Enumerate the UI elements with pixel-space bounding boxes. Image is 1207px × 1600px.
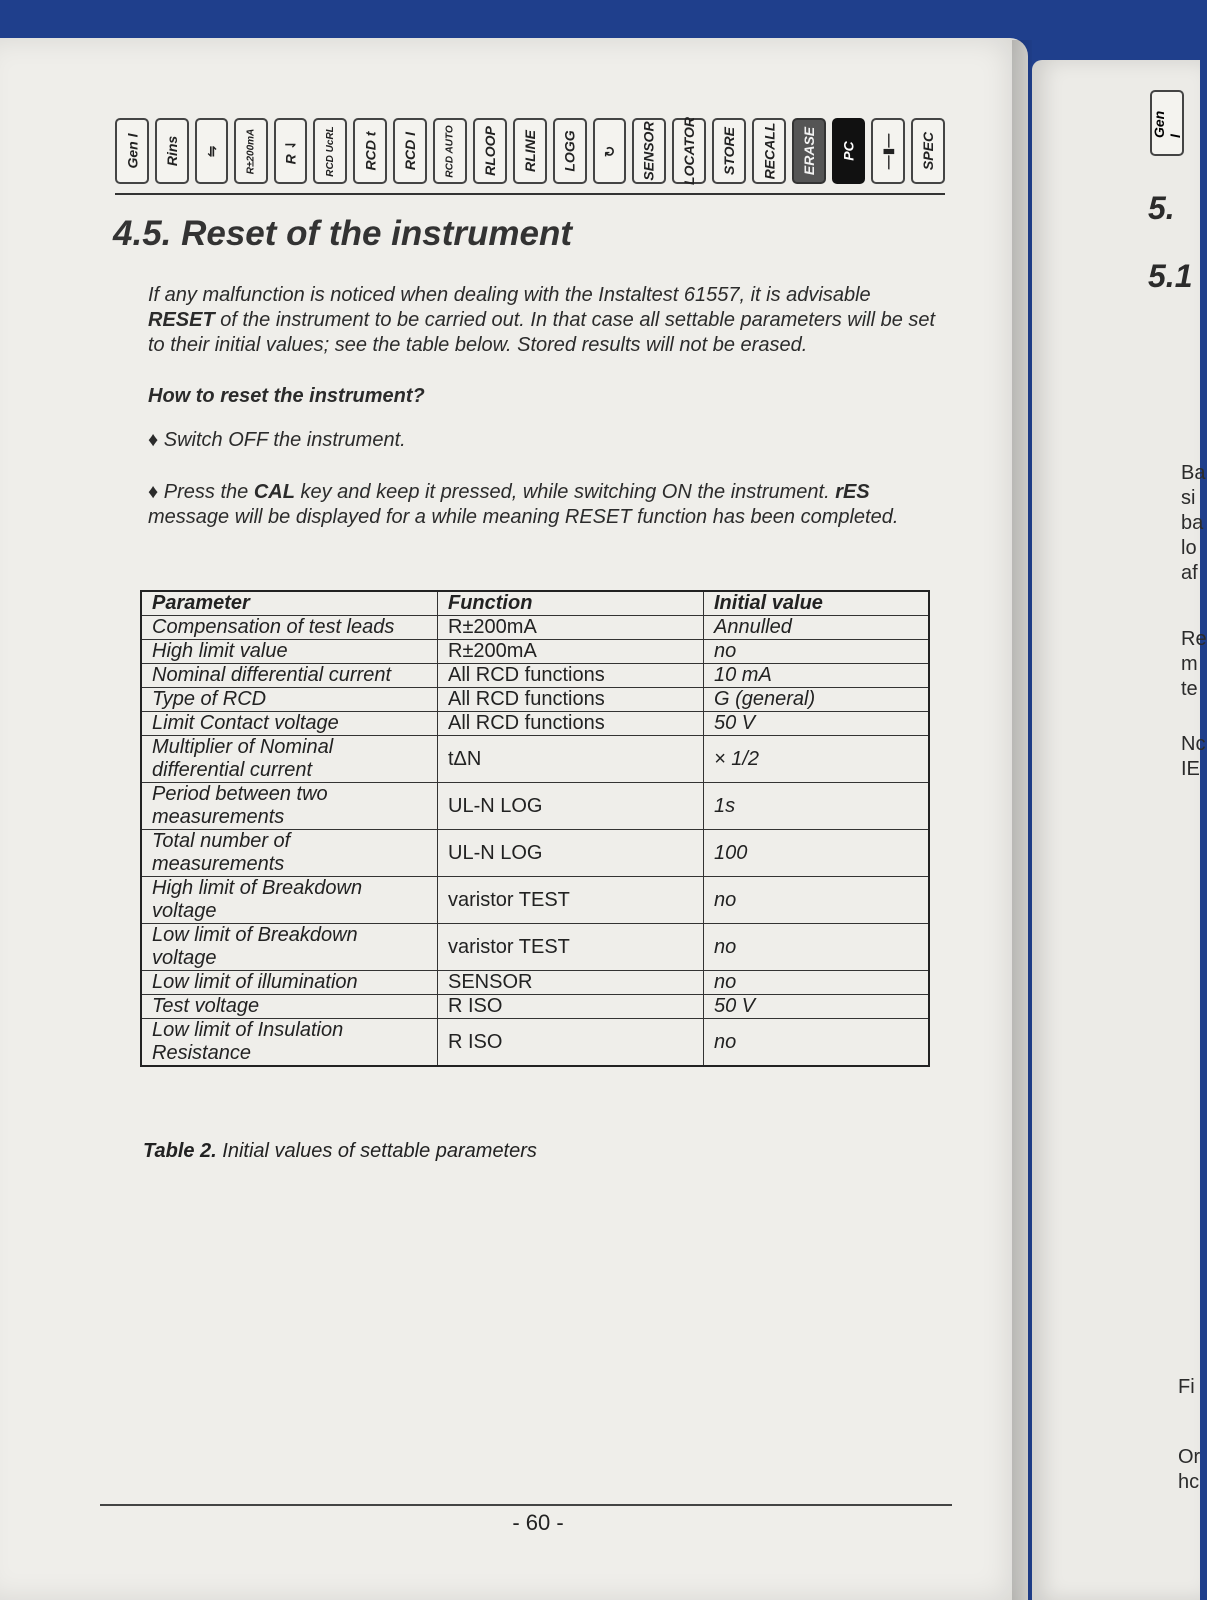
initial-value-cell: G (general): [704, 688, 930, 712]
section-tab-label: SPEC: [920, 131, 936, 171]
parameter-cell: Compensation of test leads: [141, 616, 438, 640]
initial-value-cell: × 1/2: [704, 736, 930, 783]
table-row: [141, 664, 929, 688]
parameter-cell: Test voltage: [141, 995, 438, 1019]
right-page-tab: [1150, 90, 1184, 156]
initial-value-cell: 50 V: [704, 995, 930, 1019]
section-tab-label: PC: [840, 141, 857, 161]
parameter-cell: High limit of Breakdown voltage: [141, 877, 438, 924]
right-page-text-fragment: lo: [1181, 537, 1197, 559]
section-tab-label: SENSOR: [641, 121, 657, 181]
right-page-text-fragment: Or: [1178, 1446, 1201, 1468]
table-row: [141, 1019, 929, 1067]
section-tab-label: STORE: [721, 127, 738, 175]
section-tab: [353, 118, 387, 184]
function-cell: R±200mA: [438, 640, 704, 664]
function-cell: R±200mA: [438, 616, 704, 640]
section-tab-label: RCD AUTO: [444, 124, 456, 178]
section-tab-label: RCD t: [362, 131, 379, 171]
section-tab: [593, 118, 626, 184]
section-tab: [672, 118, 706, 184]
function-cell: UL-N LOG: [438, 783, 704, 830]
right-page-text-fragment: Fi: [1178, 1376, 1195, 1398]
section-tab-label: RLOOP: [482, 126, 498, 176]
step-2: ♦ Press the CAL key and keep it pressed, while switching ON the instrument. rES message will be displayed for a while meaning RESET function has been completed.: [148, 481, 899, 528]
right-page-text-fragment: 5.: [1148, 190, 1175, 226]
section-tab-label: RCD UcRL: [324, 125, 336, 177]
initial-value-cell: no: [704, 640, 930, 664]
step-2-text-b: key and keep it pressed, while switching ON the instrument.: [294, 481, 830, 503]
function-cell: R ISO: [438, 1019, 704, 1067]
parameter-cell: High limit value: [141, 640, 438, 664]
step-1: ♦ Switch OFF the instrument.: [148, 429, 406, 451]
header-initial-value: Initial value: [704, 591, 930, 616]
table-caption: [143, 1140, 537, 1163]
parameter-cell: Limit Contact voltage: [141, 712, 438, 736]
caption-text: Initial values of settable parameters: [216, 1140, 537, 1162]
table-row: [141, 736, 929, 783]
book-gutter: [1012, 40, 1032, 1600]
intro-reset-word: RESET: [148, 309, 215, 331]
initial-value-cell: no: [704, 924, 930, 971]
parameter-cell: Nominal differential current: [141, 664, 438, 688]
function-cell: SENSOR: [438, 971, 704, 995]
section-tab-label: RECALL: [761, 122, 777, 180]
question-heading: How to reset the instrument?: [148, 385, 425, 407]
caption-label: Table 2.: [143, 1140, 217, 1162]
right-page-text-fragment: IE: [1181, 758, 1200, 780]
section-tab: [234, 118, 268, 184]
section-tab-strip: [115, 118, 945, 195]
table-row: [141, 877, 929, 924]
step-2-text-a: Press the: [163, 481, 254, 503]
function-cell: All RCD functions: [438, 664, 704, 688]
function-cell: All RCD functions: [438, 712, 704, 736]
table-row: [141, 924, 929, 971]
function-cell: varistor TEST: [438, 924, 704, 971]
right-page-text-fragment: 5.1: [1148, 258, 1193, 294]
parameter-cell: Type of RCD: [141, 688, 438, 712]
section-tab: [632, 118, 666, 184]
section-tab: [274, 118, 307, 184]
section-tab: [792, 118, 826, 184]
section-tab: [195, 118, 228, 184]
section-tab-label: Gen I: [124, 133, 141, 169]
section-tab: [712, 118, 746, 184]
table-row: [141, 995, 929, 1019]
section-tab-label: RCD I: [402, 131, 418, 171]
initial-value-cell: Annulled: [704, 616, 930, 640]
intro-paragraph: [148, 283, 938, 358]
footer-rule: [100, 1504, 952, 1506]
section-tab: [513, 118, 547, 184]
section-tab: [433, 118, 467, 184]
section-tab-label: LOGG: [562, 130, 579, 172]
function-cell: varistor TEST: [438, 877, 704, 924]
function-cell: tΔN: [438, 736, 704, 783]
parameter-cell: Multiplier of Nominal differential current: [141, 736, 438, 783]
section-tab: [115, 118, 149, 184]
header-parameter: Parameter: [141, 591, 438, 616]
section-tab: [871, 118, 905, 184]
section-tab: [313, 118, 347, 184]
parameter-cell: Low limit of Insulation Resistance: [141, 1019, 438, 1067]
initial-values-table: [140, 590, 930, 1067]
section-tab-label: RLINE: [522, 130, 538, 172]
table-row: [141, 712, 929, 736]
initial-value-cell: 1s: [704, 783, 930, 830]
initial-value-cell: 50 V: [704, 712, 930, 736]
parameter-cell: Total number of measurements: [141, 830, 438, 877]
parameter-cell: Period between two measurements: [141, 783, 438, 830]
parameter-cell: Low limit of illumination: [141, 971, 438, 995]
table-row: [141, 688, 929, 712]
right-page-text-fragment: Re: [1181, 628, 1207, 650]
right-page-text-fragment: si: [1181, 487, 1196, 509]
initial-value-cell: no: [704, 971, 930, 995]
right-page-text-fragment: Nc: [1181, 733, 1206, 755]
section-tab: [473, 118, 507, 184]
section-tab: [155, 118, 189, 184]
section-tab-label: ⇋: [202, 145, 219, 157]
section-tab: [832, 118, 865, 184]
table-row: [141, 616, 929, 640]
right-page-tab-label: Gen I: [1151, 110, 1183, 138]
section-tab-label: R±200mA: [245, 128, 257, 174]
right-page-text-fragment: af: [1181, 562, 1198, 584]
function-cell: All RCD functions: [438, 688, 704, 712]
right-page-text-fragment: Ba: [1181, 462, 1206, 484]
function-cell: UL-N LOG: [438, 830, 704, 877]
table-row: [141, 971, 929, 995]
section-tab: [911, 118, 945, 184]
section-tab-label: ↻: [600, 145, 617, 157]
section-tab: [752, 118, 786, 184]
initial-value-cell: no: [704, 1019, 930, 1067]
right-page-text-fragment: m: [1181, 653, 1198, 675]
initial-value-cell: 100: [704, 830, 930, 877]
function-cell: R ISO: [438, 995, 704, 1019]
section-tab-label: —▮—: [879, 133, 896, 169]
cal-key-label: CAL: [253, 481, 295, 503]
header-function: Function: [438, 591, 704, 616]
section-tab: [553, 118, 587, 184]
res-message: rES: [835, 481, 870, 503]
table-row: [141, 830, 929, 877]
initial-value-cell: 10 mA: [704, 664, 930, 688]
page-number: - 60 -: [512, 1510, 564, 1535]
right-page-text-fragment: te: [1181, 678, 1198, 700]
section-tab-label: Rins: [164, 135, 180, 167]
step-1-text: Switch OFF the instrument.: [163, 429, 406, 451]
table-row: [141, 783, 929, 830]
section-tab: [393, 118, 427, 184]
step-2-text-c: message will be displayed for a while meaning RESET function has been completed.: [148, 506, 899, 528]
section-tab-label: R ⇃: [281, 138, 298, 164]
table-row: [141, 640, 929, 664]
table-header-row: [141, 591, 929, 616]
section-title: 4.5. Reset of the instrument: [113, 214, 572, 253]
section-tab-label: LOCATOR: [681, 117, 698, 185]
intro-text-1: If any malfunction is noticed when dealing with the Instaltest 61557, it is advisable: [148, 284, 871, 306]
intro-text-2: of the instrument to be carried out. In that case all settable parameters will be set to their initial values; see the table below. Stored results will not be erased.: [148, 309, 936, 356]
section-tab-label: ERASE: [801, 126, 818, 176]
right-page-text-fragment: ba: [1181, 512, 1204, 534]
parameter-cell: Low limit of Breakdown voltage: [141, 924, 438, 971]
right-page-text-fragment: hc: [1178, 1471, 1200, 1493]
initial-value-cell: no: [704, 877, 930, 924]
